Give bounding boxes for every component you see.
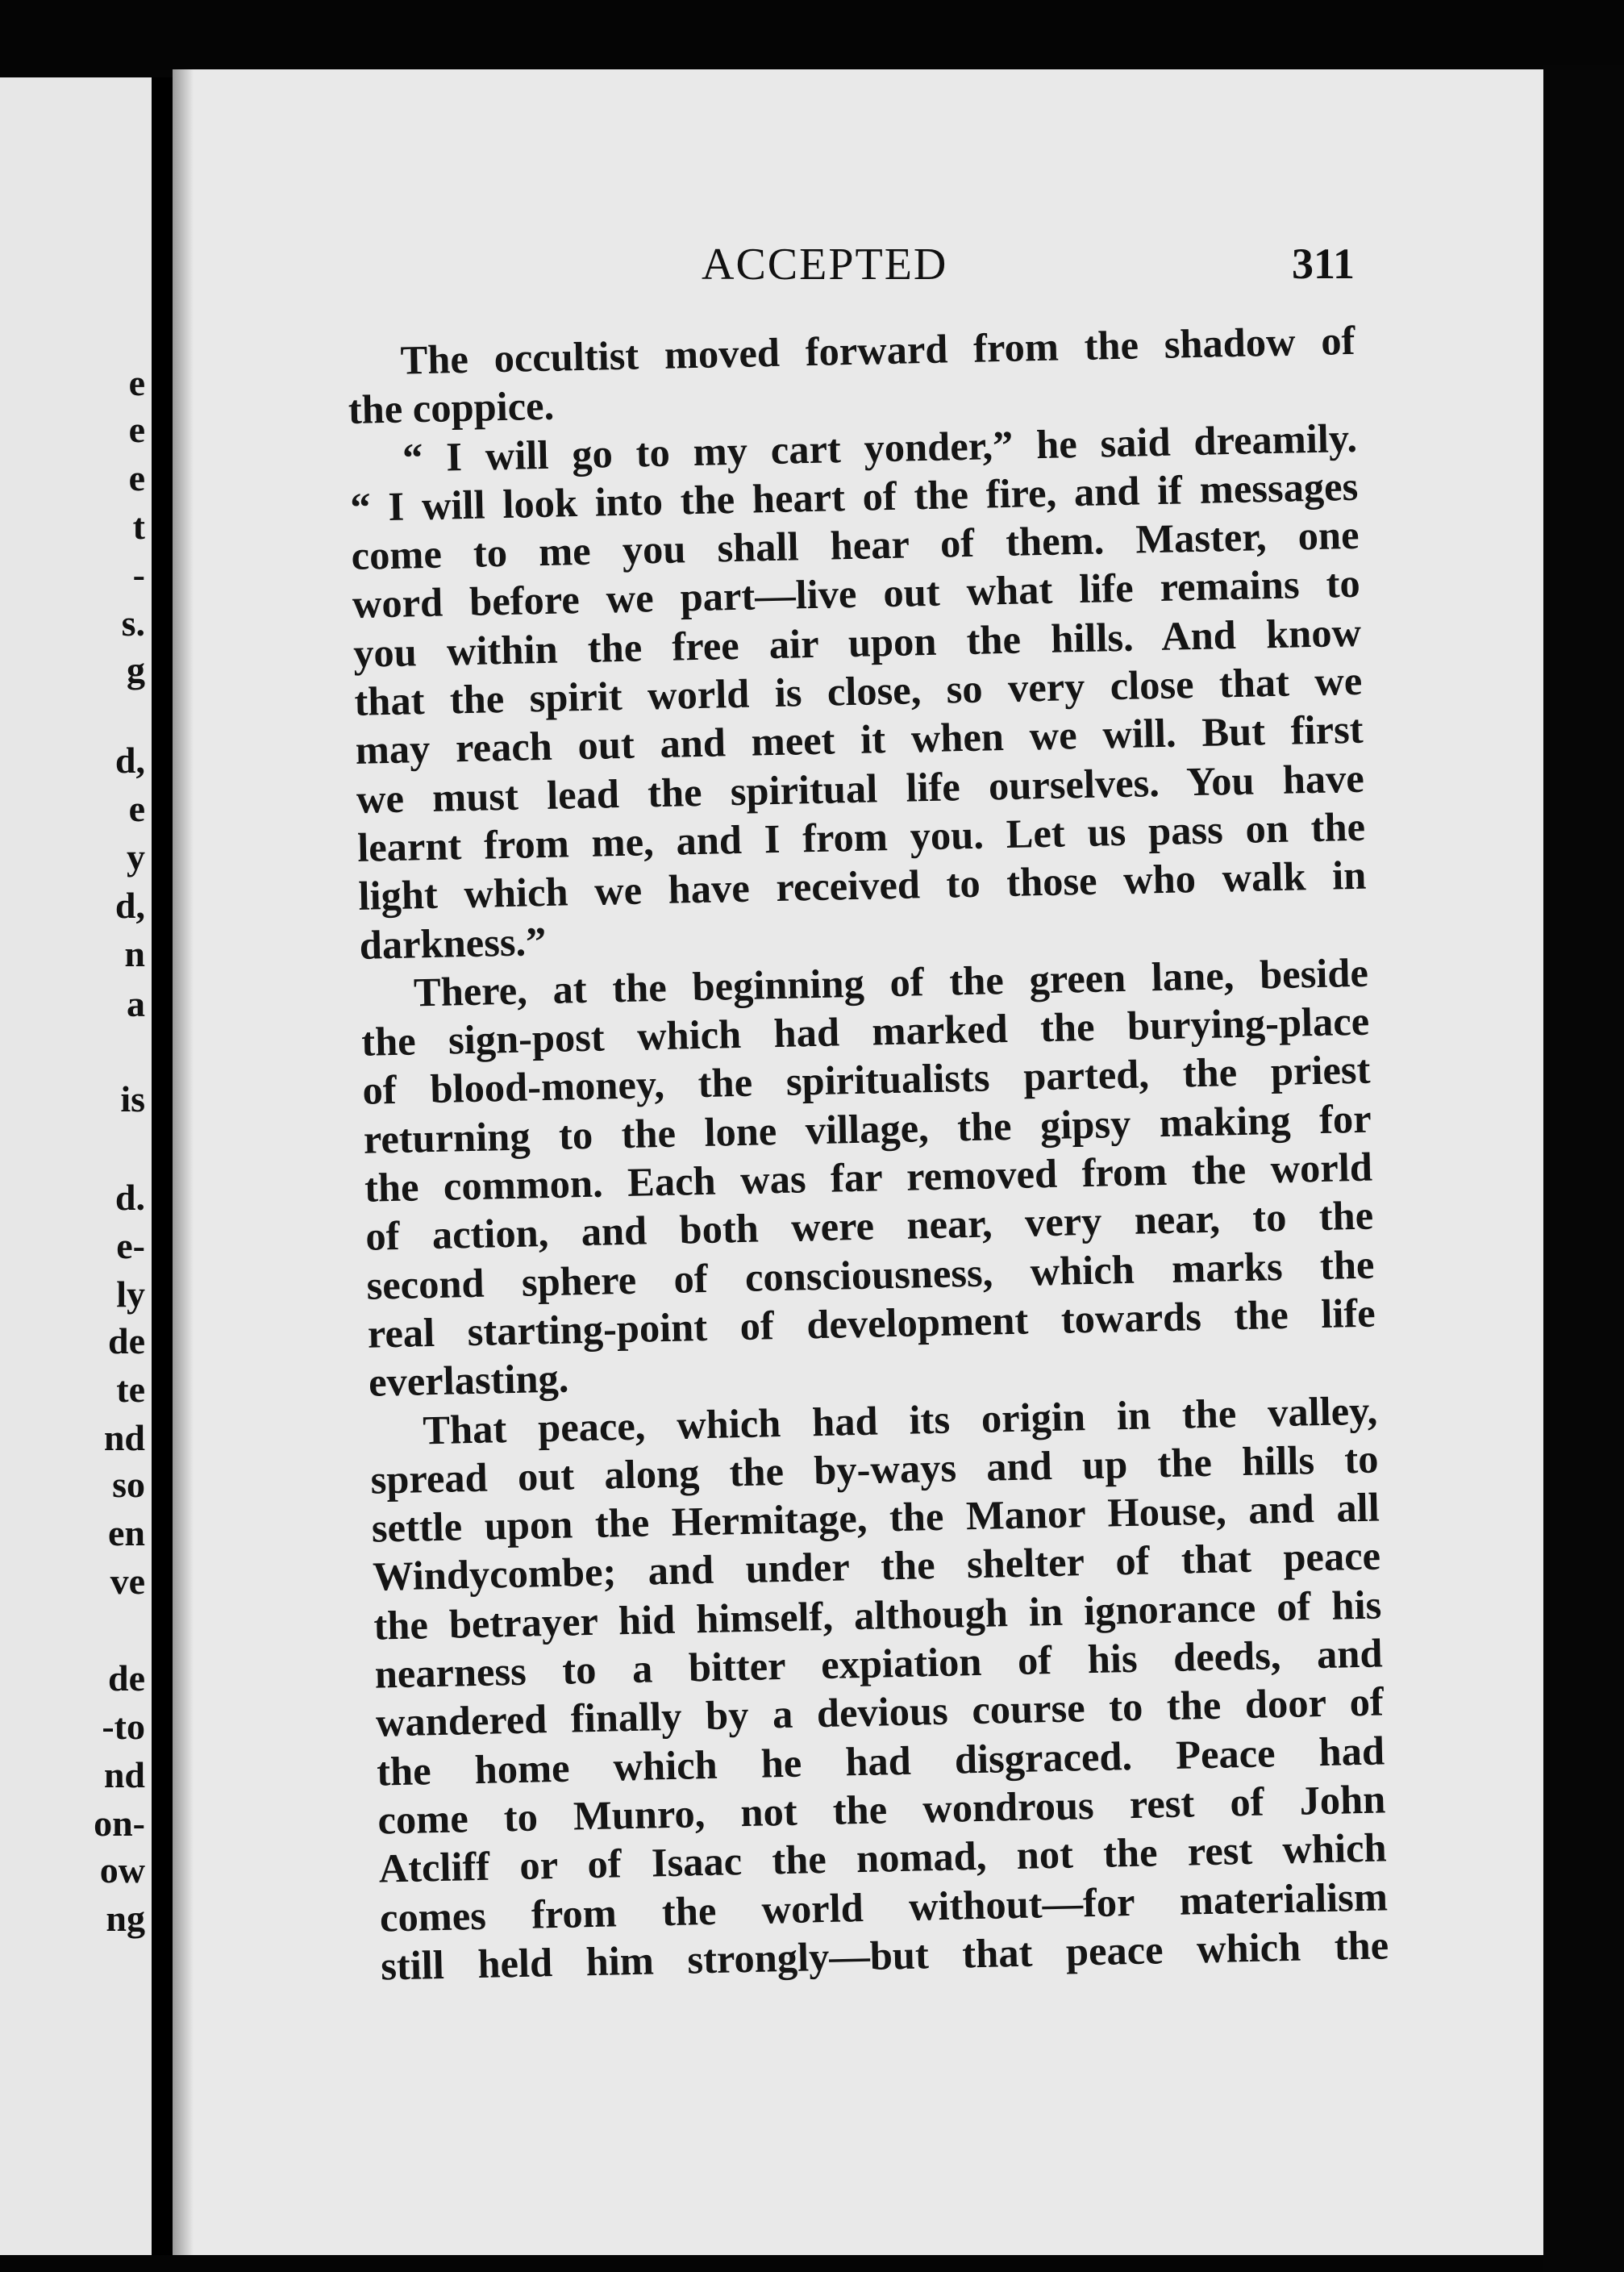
text-line: settle upon the Hermitage, the Manor House, and all bbox=[371, 1484, 1380, 1551]
text-line: the sign-post which had marked the burying-place bbox=[360, 998, 1370, 1065]
scan-border bbox=[1543, 65, 1624, 2272]
left-page-fragment: a bbox=[127, 983, 145, 1024]
left-page-fragment: e bbox=[128, 788, 145, 829]
text-line: real starting-point of development towards the life bbox=[367, 1290, 1376, 1357]
text-line: Atcliff or of Isaac the nomad, not the rest which bbox=[378, 1824, 1388, 1891]
text-line: the home which he had disgraced. Peace had bbox=[376, 1728, 1385, 1795]
left-page-fragment: g bbox=[127, 649, 145, 690]
book-gutter bbox=[152, 77, 173, 2255]
text-line: “ I will look into the heart of the fire, and if messages bbox=[349, 463, 1359, 530]
left-page-fragment: en bbox=[108, 1512, 145, 1553]
left-page-fragment: e bbox=[128, 409, 145, 450]
left-page-fragment: nd bbox=[103, 1754, 145, 1795]
left-page-fragment: n bbox=[124, 933, 145, 974]
left-page-fragment: nd bbox=[103, 1417, 145, 1458]
left-page-fragment: ve bbox=[110, 1561, 145, 1602]
spine-shadow bbox=[173, 69, 194, 2255]
text-line: word before we part—live out what life remains to bbox=[352, 561, 1361, 627]
left-page-fragment: d, bbox=[115, 740, 145, 781]
text-line: wandered finally by a devious course to the door of bbox=[375, 1678, 1385, 1745]
left-page-fragment: ow bbox=[99, 1849, 145, 1891]
text-line: the betrayer hid himself, although in ignorance of his bbox=[373, 1582, 1382, 1649]
left-page-fragment: - bbox=[132, 554, 145, 595]
left-page-fragment: on- bbox=[94, 1803, 145, 1844]
text-line: everlasting. bbox=[368, 1355, 569, 1405]
left-page-fragment: e bbox=[128, 457, 145, 498]
text-line: spread out along the by-ways and up the hills to bbox=[370, 1436, 1379, 1503]
running-title: ACCEPTED bbox=[702, 240, 948, 290]
text-line: we must lead the spiritual life ourselves. You have bbox=[356, 755, 1365, 822]
text-line: That peace, which had its origin in the valley, bbox=[422, 1387, 1378, 1453]
left-page-fragment: y bbox=[127, 836, 145, 878]
text-line: returning to the lone village, the gipsy making for bbox=[363, 1095, 1372, 1162]
left-page-fragment: t bbox=[132, 506, 145, 547]
page-number: 311 bbox=[1291, 240, 1355, 288]
text-line: still held him strongly—but that peace which the bbox=[380, 1922, 1389, 1989]
left-page-fragment: ly bbox=[116, 1274, 145, 1315]
text-line: “ I will go to my cart yonder,” he said dreamily. bbox=[402, 415, 1358, 481]
left-page-fragment: d, bbox=[115, 885, 145, 926]
text-line: of action, and both were near, very near, to the bbox=[364, 1192, 1374, 1260]
text-line: learnt from me, and I from you. Let us pass on the bbox=[356, 803, 1366, 870]
text-line: you within the free air upon the hills. And know bbox=[352, 609, 1362, 676]
text-line: that the spirit world is close, so very close that we bbox=[353, 657, 1363, 724]
text-line: come to Munro, not the wondrous rest of John bbox=[377, 1776, 1386, 1843]
left-page-fragment: de bbox=[108, 1320, 145, 1361]
text-line: nearness to a bitter expiation of his deeds, and bbox=[374, 1630, 1384, 1697]
text-line: light which we have received to those who walk in bbox=[357, 852, 1367, 919]
text-line: may reach out and meet it when we will. But first bbox=[355, 707, 1364, 773]
text-line: The occultist moved forward from the shadow of bbox=[400, 317, 1355, 383]
text-line: darkness.” bbox=[359, 918, 547, 968]
left-page-fragment: d. bbox=[115, 1177, 145, 1218]
left-page-fragment: te bbox=[116, 1369, 145, 1410]
text-line: second sphere of consciousness, which marks the bbox=[366, 1241, 1375, 1308]
left-page-fragment: -to bbox=[102, 1706, 145, 1747]
text-line: the common. Each was far removed from the world bbox=[364, 1144, 1373, 1211]
left-page-fragment: e- bbox=[116, 1225, 145, 1266]
text-line: Windycombe; and under the shelter of that peace bbox=[372, 1532, 1381, 1600]
text-line: the coppice. bbox=[348, 382, 555, 433]
left-page-edge bbox=[0, 77, 152, 2255]
page-header bbox=[347, 239, 1355, 303]
text-line: comes from the world without—for materialism bbox=[379, 1873, 1389, 1941]
left-page-fragment: so bbox=[112, 1464, 145, 1505]
text-line: of blood-money, the spiritualists parted, the priest bbox=[361, 1047, 1371, 1114]
body-text bbox=[347, 316, 1389, 1991]
left-page-fragment: is bbox=[120, 1078, 145, 1119]
left-page-fragment: de bbox=[108, 1657, 145, 1699]
left-page-fragment: e bbox=[128, 362, 145, 403]
left-page-fragment: ng bbox=[106, 1898, 145, 1939]
text-line: There, at the beginning of the green lane, beside bbox=[413, 949, 1369, 1015]
text-line: come to me you shall hear of them. Master, one bbox=[351, 511, 1360, 579]
left-page-fragment: s. bbox=[121, 602, 145, 644]
